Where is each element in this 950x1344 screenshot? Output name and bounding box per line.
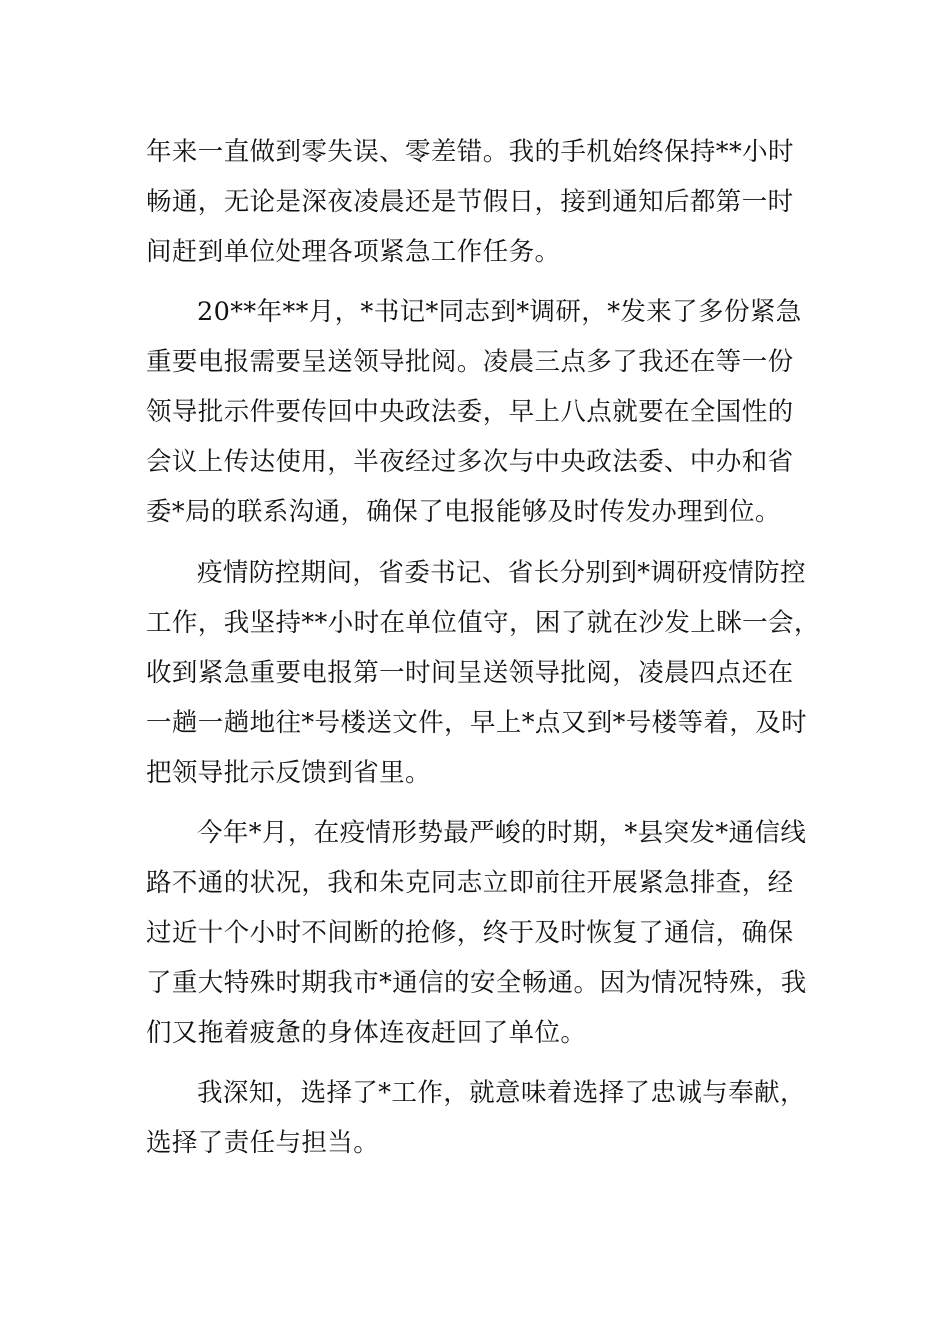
- paragraph-first-line: 今年*月，在疫情形势最严峻的时期，*县突发*通信线: [197, 818, 807, 848]
- text-line: 路不通的状况，我和朱克同志立即前往开展紧急排查，经: [146, 868, 794, 898]
- paragraph-first-line: 我深知，选择了*工作，就意味着选择了忠诚与奉献，: [197, 1078, 806, 1108]
- text-line: 重要电报需要呈送领导批阅。凌晨三点多了我还在等一份: [146, 347, 794, 377]
- paragraph-first-line: 疫情防控期间，省委书记、省长分别到*调研疫情防控: [197, 558, 806, 588]
- text-line: 选择了责任与担当。: [146, 1128, 380, 1158]
- text-line: 了重大特殊时期我市*通信的安全畅通。因为情况特殊，我: [146, 968, 807, 998]
- text-line: 年来一直做到零失误、零差错。我的手机始终保持**小时: [146, 137, 794, 167]
- text-line: 把领导批示反馈到省里。: [146, 758, 431, 788]
- text-line: 工作，我坚持**小时在单位值守，困了就在沙发上眯一会，: [146, 608, 820, 638]
- text-line: 们又拖着疲惫的身体连夜赶回了单位。: [146, 1018, 587, 1048]
- text-line: 会议上传达使用，半夜经过多次与中央政法委、中办和省: [146, 447, 794, 477]
- text-line: 委*局的联系沟通，确保了电报能够及时传发办理到位。: [146, 497, 781, 527]
- text-line: 一趟一趟地往*号楼送文件，早上*点又到*号楼等着，及时: [146, 708, 808, 738]
- text-line: 收到紧急重要电报第一时间呈送领导批阅，凌晨四点还在: [146, 658, 794, 688]
- text-line: 领导批示件要传回中央政法委，早上八点就要在全国性的: [146, 397, 794, 427]
- text-line: 过近十个小时不间断的抢修，终于及时恢复了通信，确保: [146, 918, 794, 948]
- paragraph-first-line: 20**年**月，*书记*同志到*调研，*发来了多份紧急: [197, 297, 802, 327]
- text-line: 畅通，无论是深夜凌晨还是节假日，接到通知后都第一时: [146, 187, 794, 217]
- text-line: 间赶到单位处理各项紧急工作任务。: [146, 237, 561, 267]
